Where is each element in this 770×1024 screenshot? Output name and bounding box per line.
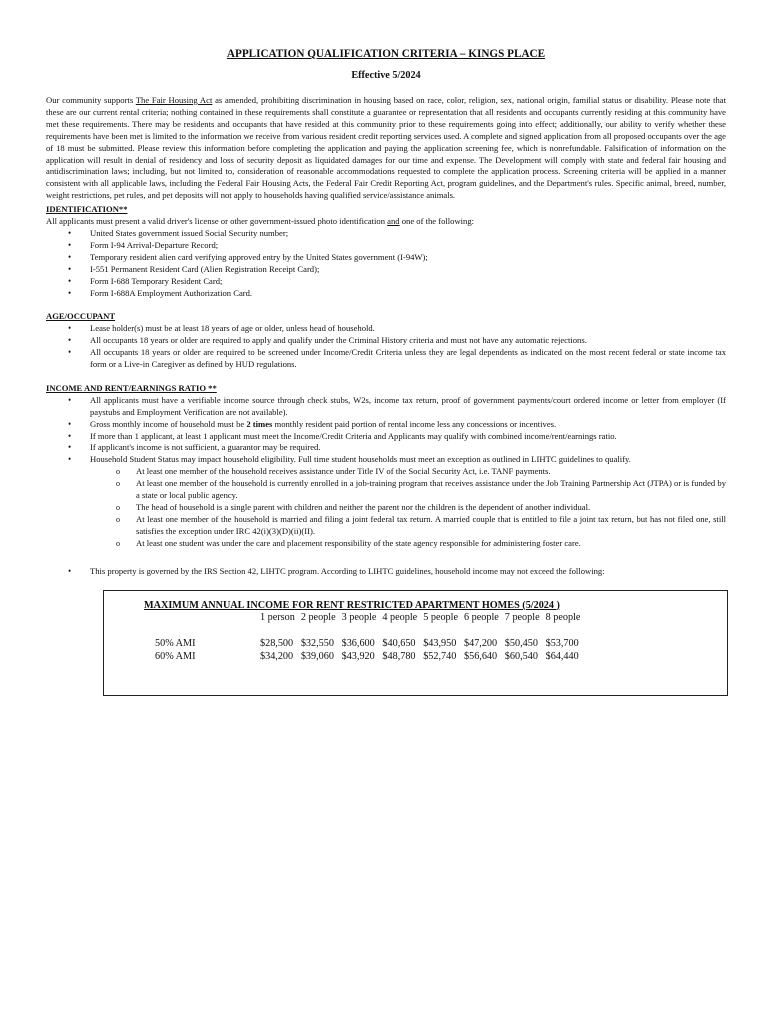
table-row [142, 637, 586, 650]
list-item: • If more than 1 applicant, at least 1 applicant must meet the Income/Credit Criteria and Applicants may qualify with combined income/rent/earnings ratio. [90, 431, 726, 443]
column-header: 3 people [341, 611, 377, 623]
identification-heading: IDENTIFICATION** [46, 204, 128, 215]
table-cell: $60,540 [504, 650, 538, 662]
sub-list-item: o At least one student was under the care and placement responsibility of the state agency responsible for administering foster care. [136, 538, 726, 550]
table-cell: $52,740 [423, 650, 457, 662]
sub-list-item: o At least one member of the household is currently enrolled in a job-training program that receives assistance under the Job Training Partnership Act (JTPA) or is funded by a state or local public agency. [136, 478, 726, 502]
column-header: 2 people [300, 611, 336, 623]
list-item: • If applicant's income is not sufficient, a guarantor may be required. [90, 442, 726, 454]
table-cell: $28,500 [260, 637, 294, 649]
column-header: 5 people [423, 611, 458, 623]
income-limits-box [103, 590, 728, 696]
table-row [142, 650, 586, 663]
list-item: • All occupants 18 years or older are required to be screened under Income/Credit Criteria unless they are legal dependents as indicated on the most recent federal or state income tax form or a Live-in Caregiver as defined by HUD regulations. [90, 347, 726, 371]
effective-date: Effective 5/2024 [351, 70, 421, 81]
age-occupant-section [46, 311, 726, 371]
table-header-row [142, 611, 586, 637]
document-title: APPLICATION QUALIFICATION CRITERIA – KINGS PLACE [226, 48, 546, 60]
list-item: • All applicants must have a verifiable income source through check stubs, W2s, income tax return, proof of government payments/court ordered income or letter from employer (If paystubs and Employment Verification are not available). [90, 395, 726, 419]
income-section [46, 383, 726, 578]
list-item: • United States government issued Social Security number; [90, 228, 726, 240]
table-cell: $43,950 [423, 637, 457, 649]
income-heading: INCOME AND RENT/EARNINGS RATIO ** [46, 382, 217, 393]
age-occupant-heading: AGE/OCCUPANT [46, 311, 116, 322]
income-list [46, 395, 726, 550]
income-limits-table [142, 611, 586, 663]
table-cell: $36,600 [341, 637, 375, 649]
income-table-title: MAXIMUM ANNUAL INCOME FOR RENT RESTRICTED APARTMENT HOMES (5/2024 ) [144, 599, 560, 611]
column-header: 1 person [260, 611, 295, 623]
intro-lead: Our community supports [46, 95, 136, 105]
table-cell: $53,700 [545, 637, 579, 649]
column-header: 6 people [464, 611, 499, 623]
income-multiplier: 2 times [246, 418, 273, 429]
table-cell: $40,650 [382, 637, 416, 649]
identification-lead-a: All applicants must present a valid driver's license or other government-issued photo identification [46, 216, 388, 227]
list-item: • Form I-94 Arrival-Departure Record; [90, 240, 726, 252]
intro-paragraph [46, 95, 726, 202]
row-label: 60% AMI [155, 650, 196, 662]
income-item2-a: Gross monthly income of household must be [90, 418, 247, 429]
table-cell: $43,920 [341, 650, 375, 662]
income-item2-c: monthly resident paid portion of rental income less any concessions or incentives. [272, 418, 557, 429]
identification-lead-and: and [387, 216, 400, 227]
identification-lead-b: one of the following: [399, 216, 475, 227]
list-item: • All occupants 18 years or older are required to apply and qualify under the Criminal History criteria and must not have any automatic rejections. [90, 335, 726, 347]
identification-section [46, 204, 726, 299]
intro-body: as amended, prohibiting discrimination in housing based on race, color, religion, sex, national origin, familial status or disability. Please note that these are our current rental criteria; nothing contained in these requirements shall constitute a guarantee or representation that all residents and occupants currently residing at this community have met these requirements. There may be residents and occupants that have resided at this community prior to these requirements going into effect; additionally, our ability to verify whether these requirements have been met is limited to the information we receive from various resident credit reporting services used. A complete and signed application from all proposed occupants over the age of 18 must be submitted. Please review this information before completing the application and paying the application screening fee, which is nonrefundable. Falsification of information on the application will result in denial of residency and loss of security deposit as liquidated damages for our time and expense. The Development will comply with state and federal fair housing and antidiscrimination laws; including, but not limited to, consideration of reasonable accommodations requested to complete the application process. Screening criteria will be applied in a manner consistent with all applicable laws, including the Federal Fair Housing Acts, the Federal Fair Credit Reporting Act, program guidelines, and the Department's rules. Specific animal, breed, number, weight restrictions, pet rules, and pet deposits will not apply to households having qualified service/assistance animals. [46, 95, 726, 201]
list-item: • I-551 Permanent Resident Card (Alien Registration Receipt Card); [90, 264, 726, 276]
lihtc-list [46, 566, 726, 578]
list-item [90, 419, 726, 431]
table-cell: $47,200 [464, 637, 498, 649]
table-cell: $34,200 [260, 650, 294, 662]
sub-list-item: o The head of household is a single parent with children and neither the parent nor the children is the dependent of another individual. [136, 502, 726, 514]
table-cell: $48,780 [382, 650, 416, 662]
table-cell: $56,640 [464, 650, 498, 662]
list-item: • Form I-688A Employment Authorization Card. [90, 288, 726, 300]
fair-housing-act-text: The Fair Housing Act [135, 95, 213, 105]
list-item: • Lease holder(s) must be at least 18 years of age or older, unless head of household. [90, 323, 726, 335]
row-label: 50% AMI [155, 637, 196, 649]
table-cell: $64,440 [545, 650, 579, 662]
student-status-text: Household Student Status may impact household eligibility. Full time student households must meet an exception as outlined in LIHTC guidelines to qualify. [90, 454, 631, 465]
sub-list-item: o At least one member of the household is married and filing a joint federal tax return. A married couple that is entitled to file a joint tax return, but has not filed one, still satisfies the exception under IRC 42(i)(3)(D)(ii)(II). [136, 514, 726, 538]
list-item [90, 454, 726, 549]
column-header: 7 people [504, 611, 540, 623]
sub-list-item: o At least one member of the household receives assistance under Title IV of the Social Security Act, i.e. TANF payments. [136, 466, 726, 478]
column-header: 4 people [382, 611, 418, 623]
list-item: • Form I-688 Temporary Resident Card; [90, 276, 726, 288]
identification-list [46, 228, 726, 299]
list-item: • Temporary resident alien card verifying approved entry by the United States government (I-94W); [90, 252, 726, 264]
identification-lead [46, 216, 726, 228]
table-cell: $32,550 [300, 637, 334, 649]
table-cell: $39,060 [300, 650, 334, 662]
list-item: • This property is governed by the IRS Section 42, LIHTC program. According to LIHTC guidelines, household income may not exceed the following: [90, 566, 726, 578]
student-exception-list [90, 466, 726, 549]
table-cell: $50,450 [504, 637, 538, 649]
age-occupant-list [46, 323, 726, 371]
column-header: 8 people [545, 611, 581, 623]
